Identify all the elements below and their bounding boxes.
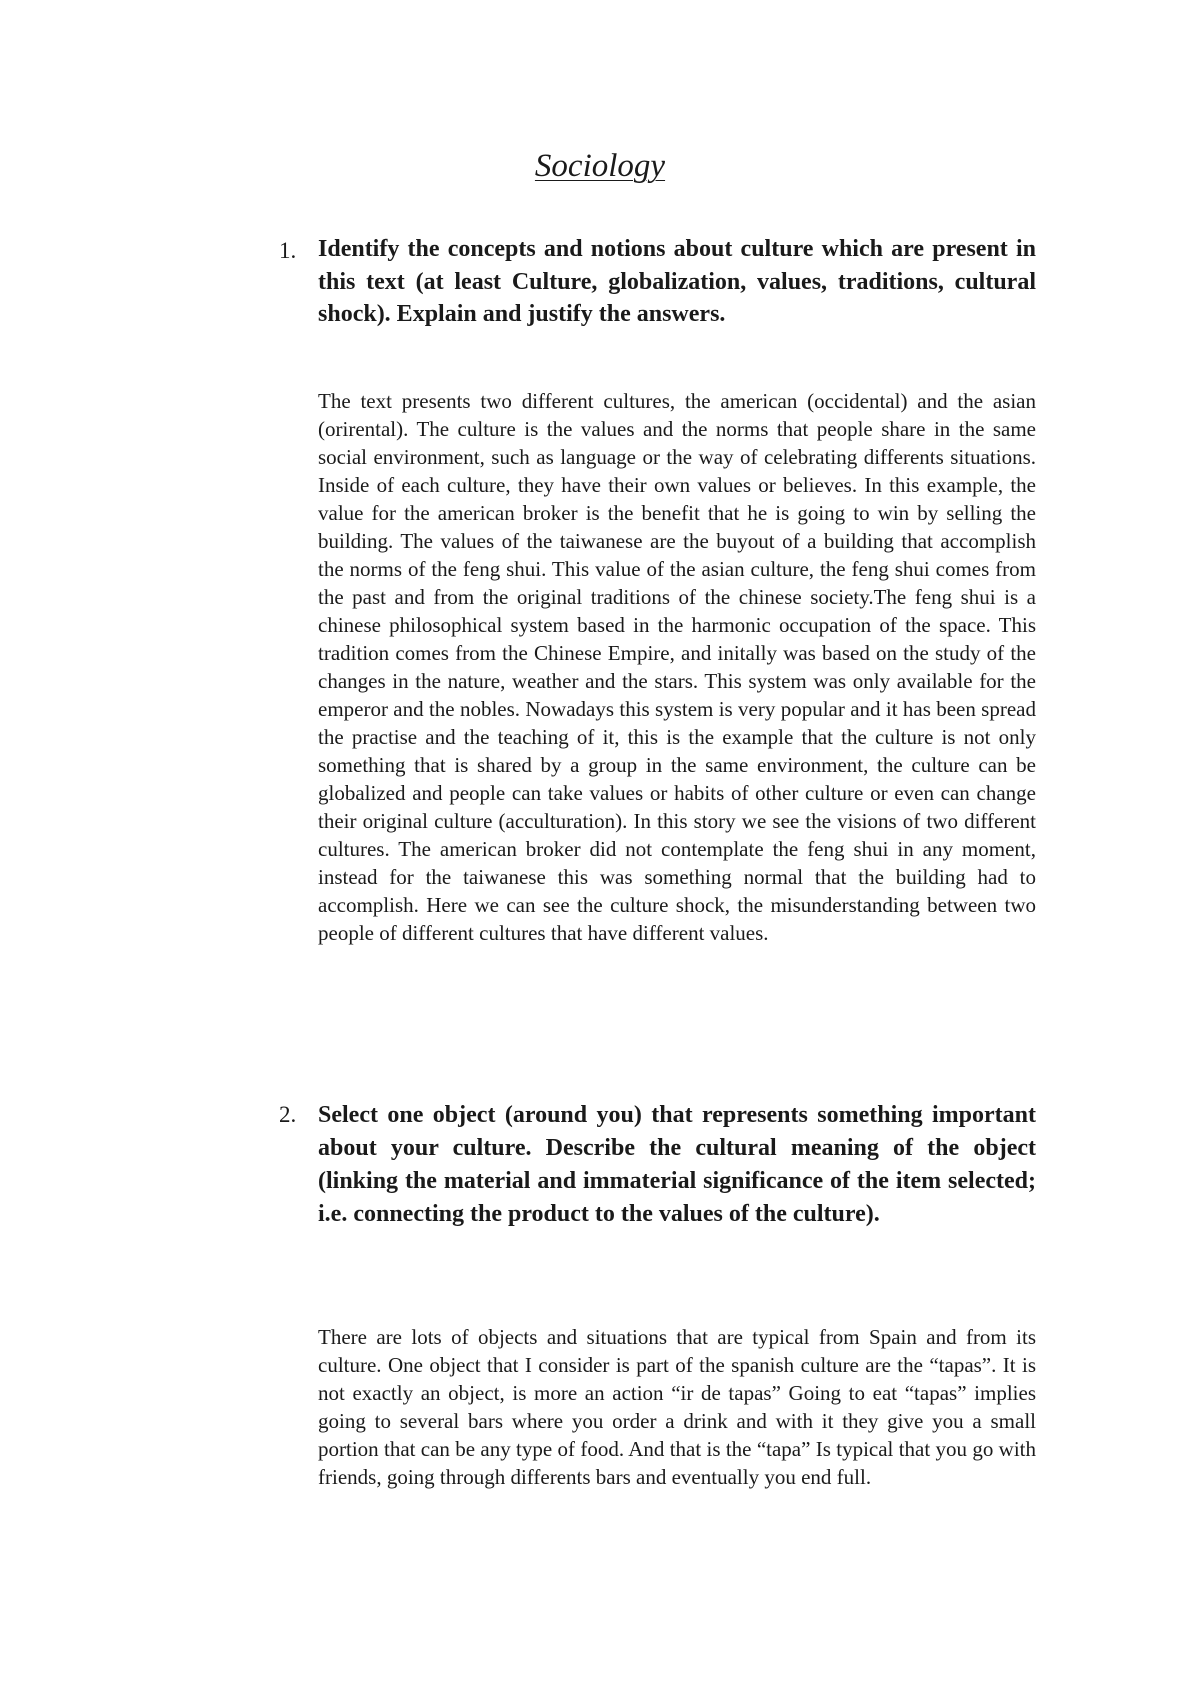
document-title: Sociology	[534, 148, 666, 184]
question-2-text: Select one object (around you) that represents something important about your culture. Describe the cultural meaning of the object (linking the material and immaterial significance of the item selected; i.e. connecting the product to the values of the culture).	[318, 1102, 1036, 1227]
answer-2-text: There are lots of objects and situations that are typical from Spain and from its culture. One object that I consider is part of the spanish culture are the “tapas”. It is not exactly an object, is more an action “ir de tapas” Going to eat “tapas” implies going to several bars where you order a drink and with it they give you a small portion that can be any type of food. And that is the “tapa” Is typical that you go with friends, going through differents bars and eventually you end full.	[318, 1325, 1036, 1489]
question-1-text: Identify the concepts and notions about culture which are present in this text (at least Culture, globalization, values, traditions, cultural shock). Explain and justify the answers.	[318, 236, 1036, 327]
question-2-number: 2.	[279, 1102, 297, 1127]
question-1-number: 1.	[279, 238, 297, 263]
answer-1-text: The text presents two different cultures, the american (occidental) and the asian (orirental). The culture is the values and the norms that people share in the same social environment, such as language or the way of celebrating differents situations. Inside of each culture, they have their own values or believes. In this example, the value for the american broker is the benefit that he is going to win by selling the building. The values of the taiwanese are the buyout of a building that accomplish the norms of the feng shui. This value of the asian culture, the feng shui comes from the past and from the original traditions of the chinese society.The feng shui is a chinese philosophical system based in the harmonic occupation of the space. This tradition comes from the Chinese Empire, and initally was based on the study of the changes in the nature, weather and the stars. This system was only available for the emperor and the nobles. Nowadays this system is very popular and it has been spread the practise and the teaching of it, this is the example that the culture is not only something that is shared by a group in the same environment, the culture can be globalized and people can take values or habits of other culture or even can change their original culture (acculturation). In this story we see the visions of two different cultures. The american broker did not contemplate the feng shui in any moment, instead for the taiwanese this was something normal that the building had to accomplish. Here we can see the culture shock, the misunderstanding between two people of different cultures that have different values.	[318, 389, 1036, 945]
